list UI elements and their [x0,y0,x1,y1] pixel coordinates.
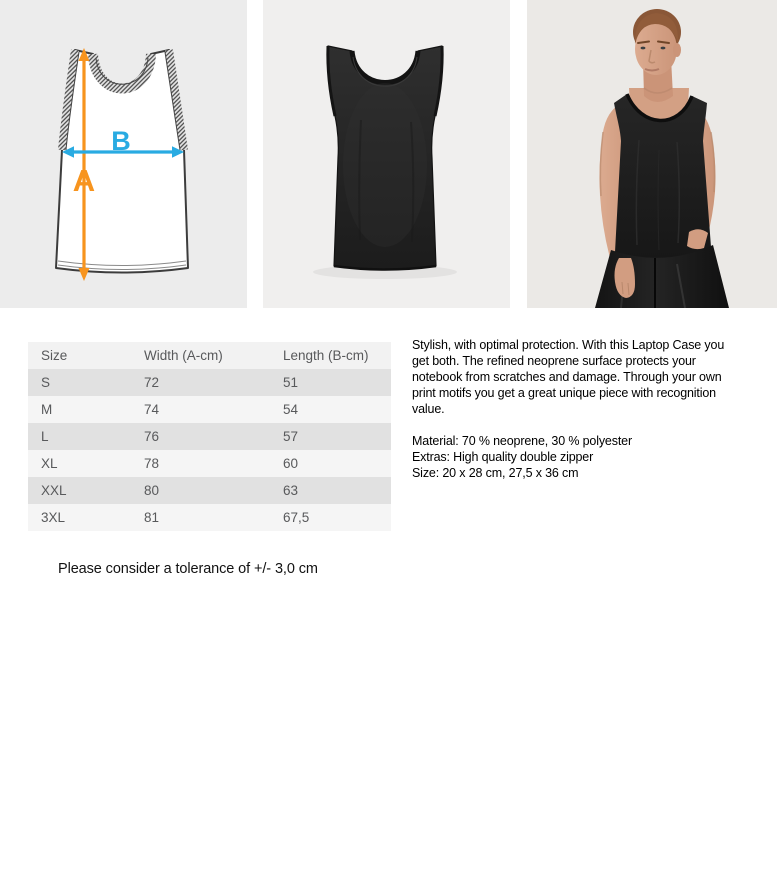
product-photo-image[interactable] [263,0,510,308]
description-intro: Stylish, with optimal protection. With this Laptop Case you get both. The refined neoprene surface protects your notebook from scratches and damage. Through your own print motifs you get a great unique piece with recognition value. [412,338,725,416]
size-cell: XL [41,456,58,471]
width-cell: 76 [144,429,160,444]
size-cell: 3XL [41,510,66,525]
model-photo-image[interactable] [527,0,777,308]
size-cell: L [41,429,49,444]
size-cell: S [41,375,51,390]
model-ear [673,43,681,57]
table-row [28,369,391,396]
length-cell: 60 [283,456,299,471]
product-image-gallery [0,0,777,308]
length-cell: 63 [283,483,299,498]
size-cell: XXL [41,483,67,498]
description-extras: Extras: High quality double zipper [412,450,594,464]
product-description [412,337,734,481]
tank-top-measurement-diagram [0,0,247,308]
width-cell: 78 [144,456,160,471]
table-row [28,396,391,423]
header-length: Length (B-cm) [283,348,369,363]
size-chart-table [28,342,391,531]
length-cell: 51 [283,375,299,390]
width-cell: 81 [144,510,160,525]
size-diagram-image[interactable] [0,0,247,308]
label-a: A [72,163,96,198]
header-size: Size [41,348,68,363]
fabric-sheen [343,83,427,247]
black-tank-top-flat [263,0,510,308]
width-cell: 72 [144,375,160,390]
model-wearing-tank-top [527,0,777,308]
table-row [28,477,391,504]
header-width: Width (A-cm) [144,348,223,363]
table-row [28,450,391,477]
table-header-row [28,342,391,369]
width-cell: 80 [144,483,160,498]
size-cell: M [41,402,53,417]
width-cell: 74 [144,402,160,417]
table-row [28,504,391,531]
description-size: Size: 20 x 28 cm, 27,5 x 36 cm [412,466,579,480]
label-b: B [111,126,131,156]
right-eye [661,47,666,50]
model-face [635,23,677,75]
length-cell: 57 [283,429,299,444]
tolerance-note: Please consider a tolerance of +/- 3,0 cm [58,561,318,577]
left-eye [641,47,646,50]
description-material: Material: 70 % neoprene, 30 % polyester [412,434,632,448]
table-row [28,423,391,450]
length-cell: 67,5 [283,510,310,525]
length-cell: 54 [283,402,299,417]
